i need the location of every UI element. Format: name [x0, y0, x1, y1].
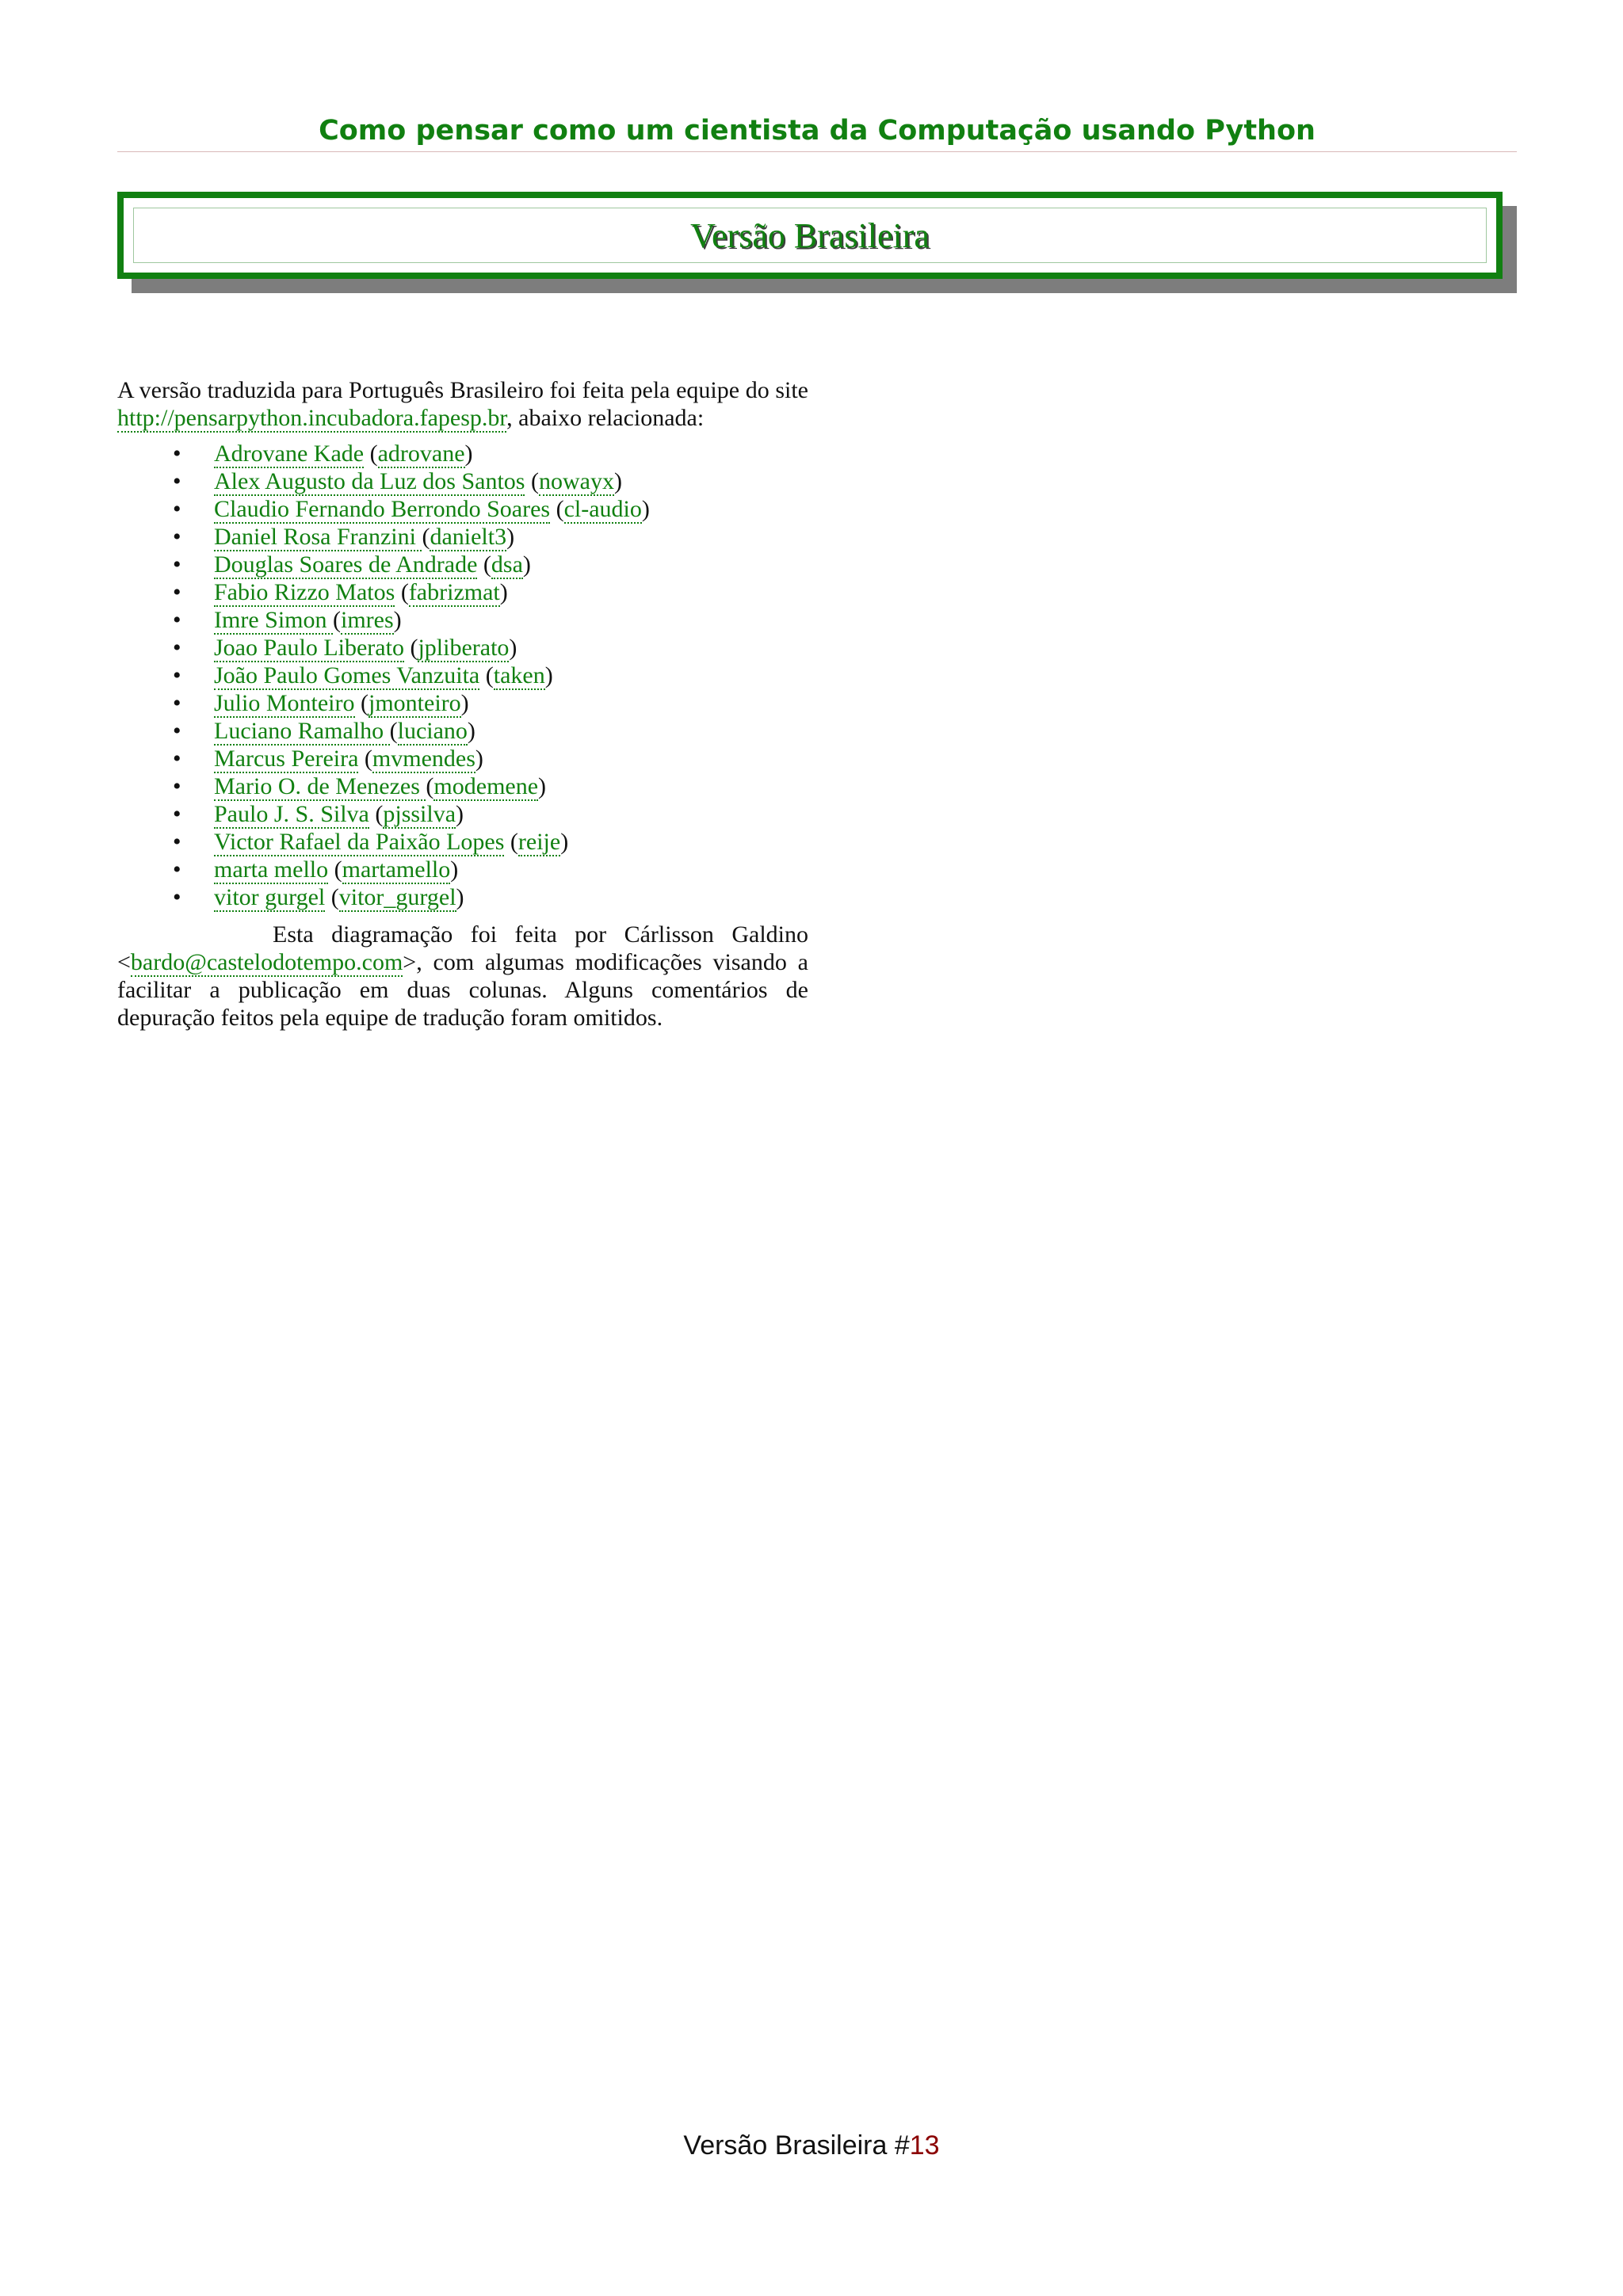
contributor-name-link[interactable]: Daniel Rosa Franzini: [214, 524, 422, 550]
contributor-name-link[interactable]: Alex Augusto da Luz dos Santos: [214, 468, 525, 494]
paren-close: ): [456, 884, 464, 910]
contributor-name-link[interactable]: Luciano Ramalho: [214, 718, 390, 744]
paren-open: (: [556, 496, 564, 522]
contributor-user-link[interactable]: taken: [493, 662, 545, 688]
paren-close: ): [499, 579, 508, 605]
contributor-name-link[interactable]: Mario O. de Menezes: [214, 773, 426, 799]
contributor-name-link[interactable]: Paulo J. S. Silva: [214, 801, 369, 827]
paren-open: (: [330, 884, 339, 910]
bullet-icon: •: [173, 524, 181, 550]
paren-open: (: [400, 579, 409, 605]
bullet-icon: •: [173, 829, 181, 855]
paren-open: (: [361, 690, 369, 716]
intro-paragraph: [117, 376, 808, 432]
contributor-user-link[interactable]: cl-audio: [563, 496, 642, 522]
list-item: [117, 551, 808, 578]
running-header: Como pensar como um cientista da Computação usando Python: [319, 115, 1316, 147]
contributor-name-link[interactable]: Joao Paulo Liberato: [214, 635, 404, 661]
section-title-box: [117, 192, 1503, 279]
bullet-icon: •: [173, 496, 181, 522]
section-title-inner-frame: [133, 208, 1487, 263]
contributor-name-link[interactable]: marta mello: [214, 856, 329, 883]
closing-text-before: Esta diagramação foi feita por Cárlisson Galdino <: [117, 921, 808, 975]
paren-close: ): [450, 856, 459, 883]
contributor-name-link[interactable]: vitor gurgel: [214, 884, 326, 910]
paren-open: (: [333, 607, 341, 633]
list-item: [117, 578, 808, 606]
list-item: [117, 689, 808, 717]
bullet-icon: •: [173, 579, 181, 605]
paren-open: (: [426, 773, 434, 799]
bullet-icon: •: [173, 607, 181, 633]
list-item: [117, 772, 808, 800]
paren-close: ): [613, 468, 622, 494]
contributor-user-link[interactable]: vitor_gurgel: [338, 884, 456, 910]
contributor-user-link[interactable]: martamello: [342, 856, 451, 883]
list-item: [117, 440, 808, 467]
list-item: [117, 856, 808, 883]
contributor-name-link[interactable]: Marcus Pereira: [214, 746, 359, 772]
footer-label: Versão Brasileira #: [683, 2130, 910, 2161]
bullet-icon: •: [173, 468, 181, 494]
contributor-user-link[interactable]: danielt3: [430, 524, 507, 550]
paren-close: ): [506, 524, 515, 550]
contributor-name-link[interactable]: Fabio Rizzo Matos: [214, 579, 395, 605]
bullet-icon: •: [173, 662, 181, 688]
bullet-icon: •: [173, 690, 181, 716]
page-number: 13: [909, 2130, 940, 2161]
contributor-user-link[interactable]: reije: [517, 829, 561, 855]
paren-open: (: [530, 468, 539, 494]
bullet-icon: •: [173, 801, 181, 827]
contributor-user-link[interactable]: dsa: [491, 551, 523, 578]
list-item: [117, 495, 808, 523]
closing-paragraph: [117, 921, 808, 1032]
list-item: [117, 523, 808, 551]
paren-open: (: [364, 746, 372, 772]
paren-open: (: [334, 856, 342, 883]
section-title: Versão Brasileira: [690, 215, 930, 255]
contributor-user-link[interactable]: modemene: [433, 773, 539, 799]
intro-text-before: A versão traduzida para Português Brasileiro foi feita pela equipe do site: [117, 377, 808, 403]
list-item: [117, 606, 808, 634]
email-link[interactable]: bardo@castelodotempo.com: [130, 949, 403, 975]
list-item: [117, 745, 808, 772]
bullet-icon: •: [173, 884, 181, 910]
paren-close: ): [393, 607, 402, 633]
paren-open: (: [483, 551, 491, 578]
paren-open: (: [389, 718, 398, 744]
bullet-icon: •: [173, 635, 181, 661]
contributor-name-link[interactable]: Julio Monteiro: [214, 690, 355, 716]
contributor-user-link[interactable]: pjssilva: [383, 801, 456, 827]
list-item: [117, 662, 808, 689]
contributor-name-link[interactable]: Adrovane Kade: [214, 441, 365, 467]
paren-close: ): [560, 829, 569, 855]
bullet-icon: •: [173, 551, 181, 578]
closing-text-after: >, com algumas modificações visando a facilitar a publicação em duas colunas. Alguns comentários de depuração feitos pela equipe de tradução foram omitidos.: [117, 949, 808, 1031]
paren-close: ): [522, 551, 531, 578]
contributor-user-link[interactable]: imres: [341, 607, 394, 633]
paren-open: (: [375, 801, 384, 827]
intro-text-after: , abaixo relacionada:: [506, 405, 705, 431]
bullet-icon: •: [173, 773, 181, 799]
contributor-user-link[interactable]: jmonteiro: [369, 690, 461, 716]
list-item: [117, 883, 808, 911]
list-item: [117, 828, 808, 856]
paren-open: (: [422, 524, 430, 550]
contributor-name-link[interactable]: Imre Simon: [214, 607, 333, 633]
bullet-icon: •: [173, 746, 181, 772]
contributor-user-link[interactable]: adrovane: [377, 441, 465, 467]
main-content: [117, 376, 808, 1032]
paren-open: (: [410, 635, 418, 661]
paren-open: (: [369, 441, 378, 467]
page-footer: [0, 2128, 1623, 2163]
paren-close: ): [464, 441, 473, 467]
paren-close: ): [509, 635, 517, 661]
list-item: [117, 717, 808, 745]
contributor-name-link[interactable]: Douglas Soares de Andrade: [214, 551, 478, 578]
contributor-user-link[interactable]: luciano: [397, 718, 468, 744]
list-item: [117, 467, 808, 495]
site-link[interactable]: http://pensarpython.incubadora.fapesp.br: [117, 405, 507, 431]
contributor-name-link[interactable]: Claudio Fernando Berrondo Soares: [214, 496, 551, 522]
paren-close: ): [641, 496, 650, 522]
bullet-icon: •: [173, 856, 181, 883]
list-item: [117, 634, 808, 662]
paren-close: ): [544, 662, 553, 688]
paren-close: ): [475, 746, 483, 772]
contributor-name-link[interactable]: Victor Rafael da Paixão Lopes: [214, 829, 505, 855]
contributor-user-link[interactable]: nowayx: [538, 468, 614, 494]
contributors-list: [117, 440, 808, 911]
paren-open: (: [485, 662, 494, 688]
paren-close: ): [460, 690, 469, 716]
contributor-user-link[interactable]: fabrizmat: [408, 579, 500, 605]
paren-close: ): [456, 801, 464, 827]
list-item: [117, 800, 808, 828]
paren-close: ): [467, 718, 475, 744]
contributor-user-link[interactable]: mvmendes: [372, 746, 475, 772]
paren-close: ): [538, 773, 547, 799]
contributor-user-link[interactable]: jpliberato: [418, 635, 510, 661]
bullet-icon: •: [173, 718, 181, 744]
paren-open: (: [510, 829, 518, 855]
bullet-icon: •: [173, 441, 181, 467]
contributor-name-link[interactable]: João Paulo Gomes Vanzuita: [214, 662, 480, 688]
header-rule: [117, 151, 1517, 152]
